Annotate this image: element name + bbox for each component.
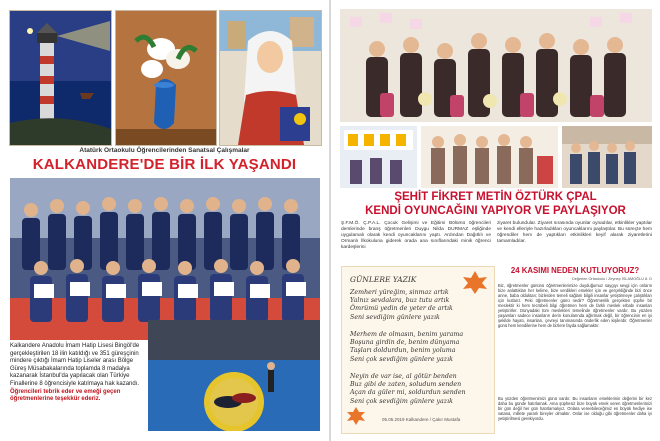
classroom-left-illustration (340, 126, 417, 188)
classroom-photo-left (340, 126, 417, 188)
lighthouse-illustration (10, 11, 111, 145)
childcare-article-col1: Ş.F.M.Ö. Ç.P.A.L. Çocuk Gelişimi ve Eğitimi Bölümü öğrencileri derslerinde branş öğretmenleri Duygu Nilda DURMAZ eşliğinde uygulamalı olarak kendi oyuncaklarını yaptı. Ardından Dağıtlılı ve Ormanlı İlkokuluna giderek orada ana sınıflarındaki minik öğrenci kardeşlerini (341, 221, 491, 251)
art-lighthouse-painting (9, 10, 112, 146)
wrestling-match-photo (148, 320, 320, 431)
flower-vase-illustration (116, 11, 216, 145)
match-photo-illustration (148, 320, 320, 431)
art-woman-portrait-painting (219, 10, 322, 146)
classroom-photo-right (562, 126, 652, 188)
poem-stanza-1: Zemheri yüreğim, sinmaz artık Yalnız sevdalara, buz tutu artık Ömrümü yedin de yeter de artık Seni sevdiğim günlere yazık (350, 289, 453, 321)
side-article-byline: Değerlen Ortaokulu / Zeynep İSLAMOĞLU 8. D (572, 277, 652, 281)
team-photo-illustration (10, 178, 320, 340)
childcare-headline-line2: KENDİ OYUNCAĞINI YAPIYOR VE PAYLAŞIYOR (365, 205, 626, 217)
headline-kalkandere: KALKANDERE'DE BİR İLK YAŞANDI (32, 156, 297, 173)
poem-title: GÜNLERE YAZIK (350, 275, 417, 284)
wrestling-team-photo (10, 178, 320, 340)
side-article-body: Biz, öğretmenler gününü öğretmenlerimize duyduğumuz saygıyı sevgi için onların bize anlattıkları her kelime, bize verdikleri emekler için ve gerçekliğinde bizi önce anne, baba olduktan; bizlerden temeli sağlam bilgili insanlar yetiştirmeye çalıştıkları için kutlarız. Peki öğretmenler günü nedir? Öğretmenlik gerçekten şüphe bir meslektir ki hem tecrübeli bilgi öğretmen hem de farklı meslek erbabı insanları yetiştirirler. Dünyadaki tüm meslekleri temelinde öğretmenler vardır. Bu yüzden yaşamları sadece insanların derin konularında ağlırmak değil, bir öğrencinin en iyi şekilde hayatı, insanları, çevreyi tanımasında önderlik eden kişilerdir. Öğretmenler günü hem kendilerine hem de bizlere fayda sağlamaktır. (498, 283, 652, 328)
autumn-leaf-small-icon (344, 405, 368, 427)
poem-stanza-3: Neyin de var ise, al götür benden Buz gibi de zaten, soludum senden Açan da güler mi, soldurdun senden Seni çok sevdiğim günlere yazık (350, 373, 466, 405)
wrestling-article-highlight: Öğrencileri tebrik eder ve emeği geçen öğretmenlerine teşekkür ederiz. (10, 388, 121, 403)
wrestling-article-text (10, 343, 142, 404)
side-article-body-2: Bu yüzden öğretmenimizi günü vardır. Bu insanların emeklerinin değerini bir kez daha bu günde hatırlamak. Ama şüphesiz bize büyük emek veren öğretmenlerimizi bir gün değil her gün hatırlamalıyız. Onlara vereebileceğimiz en büyük hediye ise vatana, millete yararlı bireyler olmaktır. Onlar ise olduğu gibi öğretmenler daha iyi yetiştirilmesi gerekiyordu. (498, 396, 652, 421)
childcare-headline-line1: ŞEHİT FİKRET METİN ÖZTÜRK ÇPAL (394, 191, 597, 203)
poem-stanza-2: Merhem de olmasın, benim yarama Boşuna girdin de, benim dünyama Taşları doldurdun, benim yoluma Seni çok sevdiğim günlere yazık (350, 331, 464, 363)
art-flower-vase-painting (115, 10, 217, 146)
art-caption: Atatürk Ortaokulu Öğrencilerinden Sanatsal Çalışmalar (79, 147, 250, 154)
poem-footer: 05.05.2019 Kalkandere / Çakır Mustafa (382, 417, 461, 422)
side-article (498, 266, 652, 432)
wrestling-article-body: Kalkandere Anadolu İmam Hatip Lisesi Bingöl'de gerçekleştirilen 18 ilin katıldığı ve 351 güreşçinin mindere çıktığı İmam Hatip Liseler arası Bölge Güreş Müsabakalarında toplamda 8 madalya kazanarak İstanbul'da yapılacak olan Türkiye Finallerine 8 öğrencisiyle katılmaya hak kazandı. (10, 343, 140, 387)
woman-portrait-illustration (220, 11, 321, 145)
classroom-photo-center (421, 126, 558, 188)
classroom-center-illustration (421, 126, 558, 188)
classroom-right-illustration (562, 126, 652, 188)
childcare-group-photo (340, 9, 652, 122)
side-article-headline: 24 KASIMI NEDEN KUTLUYORUZ? (510, 266, 640, 275)
group-photo-illustration (340, 9, 652, 122)
poem-box (341, 266, 495, 434)
right-page (331, 0, 660, 441)
left-page (0, 0, 329, 441)
childcare-article-col2: ziyaret bulundular. Ziyaret sırasında oyunlar oynadılar, etkinlikler yaptılar ve kendi elleriyle hazırladıkları oyuncaklarını paylaştılar. Bu süreçte hem öğrendiler hem de yaptıkları etkinlikleri keyif alarak ziyaretlerini tamamladılar. (497, 221, 652, 245)
